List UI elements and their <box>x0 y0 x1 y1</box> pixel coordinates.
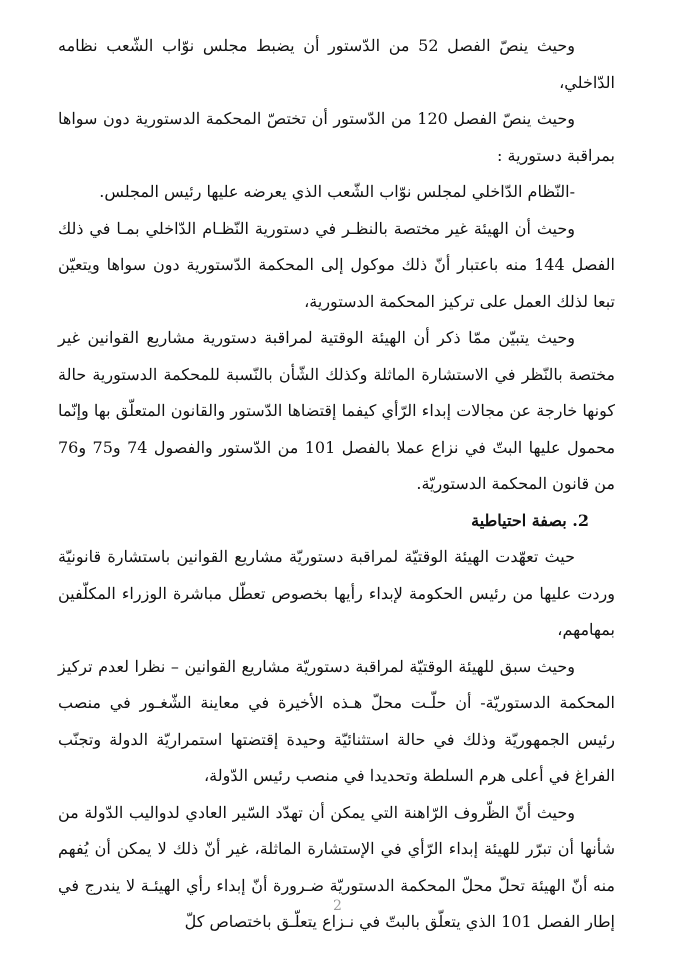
page-number: 2 <box>333 898 342 914</box>
section-heading: 2. بصفة احتياطية <box>471 510 589 530</box>
paragraph-consultation: حيث تعهّدت الهيئة الوقتيّة لمراقبة دستوريّة مشاريع القوانين باستشارة قانونيّة وردت عليها من رئيس الحكومة لإبداء رأيها بخصوص تعطّل مباشرة الوزراء المكلّفين بمهامهم، <box>58 547 615 639</box>
paragraph-incompetence: وحيث أن الهيئة غير مختصة بالنظـر في دستورية النّظـام الدّاخلي بمـا في ذلك الفصل 144 منه باعتبار أنّ ذلك موكول إلى المحكمة الدّستورية دون سواها ويتعيّن تبعا لذلك العمل على تركيز المحكمة الدستورية، <box>58 218 615 311</box>
paragraph-conclusion: وحيث يتبيّن ممّا ذكر أن الهيئة الوقتية لمراقبة دستورية مشاريع القوانين غير مختصة بالنّظر في الاستشارة الماثلة وكذلك الشّأن بالنّسبة للمحكمة الدستورية حالة كونها خارجة عن مجالات إبداء الرّأي كيفما إقتضاها الدّستور والقانون المتعلّق بها وإنّما محمول عليها البتّ في نزاع عملا بالفصل 101 من الدّستور والفصول 74 و75 و76 من قانون المحكمة الدستوريّة. <box>58 328 616 493</box>
paragraph-article-52: وحيث ينصّ الفصل 52 من الدّستور أن يضبط مجلس نوّاب الشّعب نظامه الدّاخلي، <box>58 36 615 92</box>
paragraph-article-120: وحيث ينصّ الفصل 120 من الدّستور أن تختصّ المحكمة الدستورية دون سواها بمراقبة دستورية : <box>58 109 615 165</box>
paragraph-circumstances: وحيث أنّ الظّروف الرّاهنة التي يمكن أن تهدّد السّير العادي لدواليب الدّولة من شأنها أن تبرّر للهيئة إبداء الرّأي في الإستشارة الماثلة، غير أنّ ذلك لا يمكن أن يُفهم منه أنّ الهيئة تحلّ محلّ المحكمة الدستوريّة ضـرورة أنّ إبداء رأي الهيئـة لا يندرج في إطار الفصل 101 الذي يتعلّق بالبتّ في نـزاع يتعلّـق باختصاص كلّ <box>58 802 615 931</box>
list-item-internal-rules: -النّظام الدّاخلي لمجلس نوّاب الشّعب الذي يعرضه عليها رئيس المجلس. <box>99 182 575 201</box>
paragraph-precedent: وحيث سبق للهيئة الوقتيّة لمراقبة دستوريّة مشاريع القوانين – نظرا لعدم تركيز المحكمة الدستوريّة- أن حلّـت محلّ هـذه الأخيرة في معاينة الشّغـور في منصب رئيس الجمهوريّة وذلك في حالة استثنائيّة وحيدة إقتضتها استمراريّة الدولة وتجنّب الفراغ في أعلى هرم السلطة وتحديدا في منصب رئيس الدّولة، <box>58 656 615 785</box>
